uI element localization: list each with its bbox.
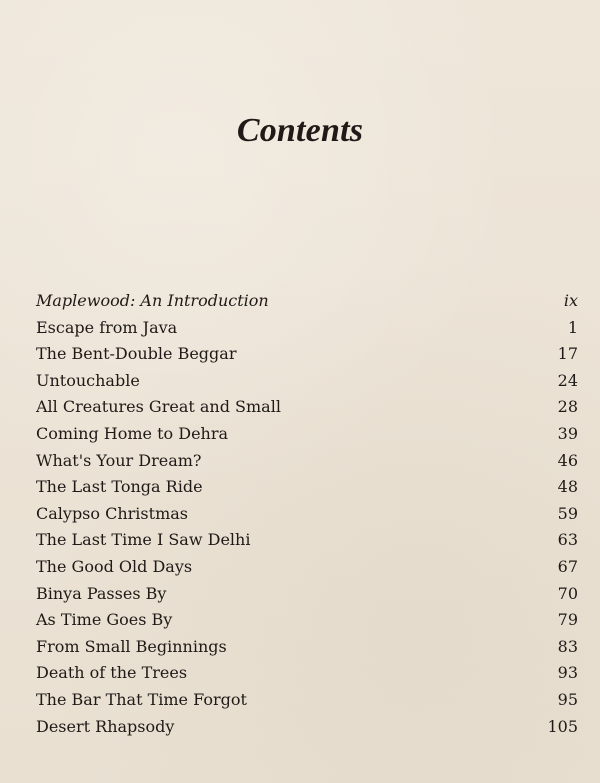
toc-entry-title: Desert Rhapsody — [36, 716, 175, 736]
toc-entry-page: 1 — [567, 317, 578, 337]
toc-entry-page: 17 — [557, 344, 578, 364]
toc-entry-title: The Last Tonga Ride — [36, 477, 203, 497]
toc-entry-title: Escape from Java — [36, 317, 178, 337]
toc-row — [36, 368, 578, 395]
toc-row — [36, 448, 578, 475]
toc-entry-page: 83 — [557, 636, 578, 656]
toc-entry-title: What's Your Dream? — [36, 450, 202, 470]
toc-entry-page: 67 — [557, 556, 578, 576]
toc-entry-page: 59 — [557, 503, 578, 523]
toc-row — [36, 607, 578, 634]
toc-entry-title: Binya Passes By — [36, 583, 167, 603]
toc-entry-title: As Time Goes By — [36, 610, 173, 630]
toc-entry-page: 48 — [557, 477, 578, 497]
table-of-contents — [36, 288, 578, 740]
toc-entry-page: 46 — [557, 450, 578, 470]
toc-row — [36, 687, 578, 714]
toc-entry-title: Coming Home to Dehra — [36, 423, 229, 443]
toc-row — [36, 634, 578, 661]
toc-row — [36, 581, 578, 608]
toc-entry-page: 105 — [547, 716, 578, 736]
toc-row — [36, 474, 578, 501]
toc-row — [36, 660, 578, 687]
toc-entry-title: All Creatures Great and Small — [36, 397, 281, 417]
toc-row — [36, 288, 578, 315]
toc-row — [36, 554, 578, 581]
toc-row — [36, 501, 578, 528]
toc-entry-page: 24 — [557, 370, 578, 390]
toc-row — [36, 394, 578, 421]
toc-entry-title: The Bar That Time Forgot — [36, 689, 247, 709]
toc-entry-page: 39 — [557, 423, 578, 443]
toc-entry-page: 70 — [557, 583, 578, 603]
toc-entry-title: The Bent-Double Beggar — [36, 344, 237, 364]
toc-entry-title: From Small Beginnings — [36, 636, 227, 656]
toc-entry-page: 95 — [557, 689, 578, 709]
toc-entry-title: Maplewood: An Introduction — [36, 291, 269, 310]
toc-entry-title: Untouchable — [36, 370, 140, 390]
toc-entry-page: 63 — [557, 530, 578, 550]
toc-entry-title: Death of the Trees — [36, 663, 188, 683]
toc-entry-page: 93 — [557, 663, 578, 683]
toc-row — [36, 421, 578, 448]
toc-row — [36, 527, 578, 554]
toc-row — [36, 315, 578, 342]
toc-entry-title: The Last Time I Saw Delhi — [36, 530, 251, 550]
toc-entry-page: ix — [563, 291, 578, 310]
toc-entry-title: The Good Old Days — [36, 556, 193, 576]
toc-entry-title: Calypso Christmas — [36, 503, 188, 523]
toc-entry-page: 79 — [557, 610, 578, 630]
toc-row — [36, 341, 578, 368]
page-title: Contents — [236, 112, 364, 149]
toc-row — [36, 714, 578, 741]
toc-entry-page: 28 — [557, 397, 578, 417]
